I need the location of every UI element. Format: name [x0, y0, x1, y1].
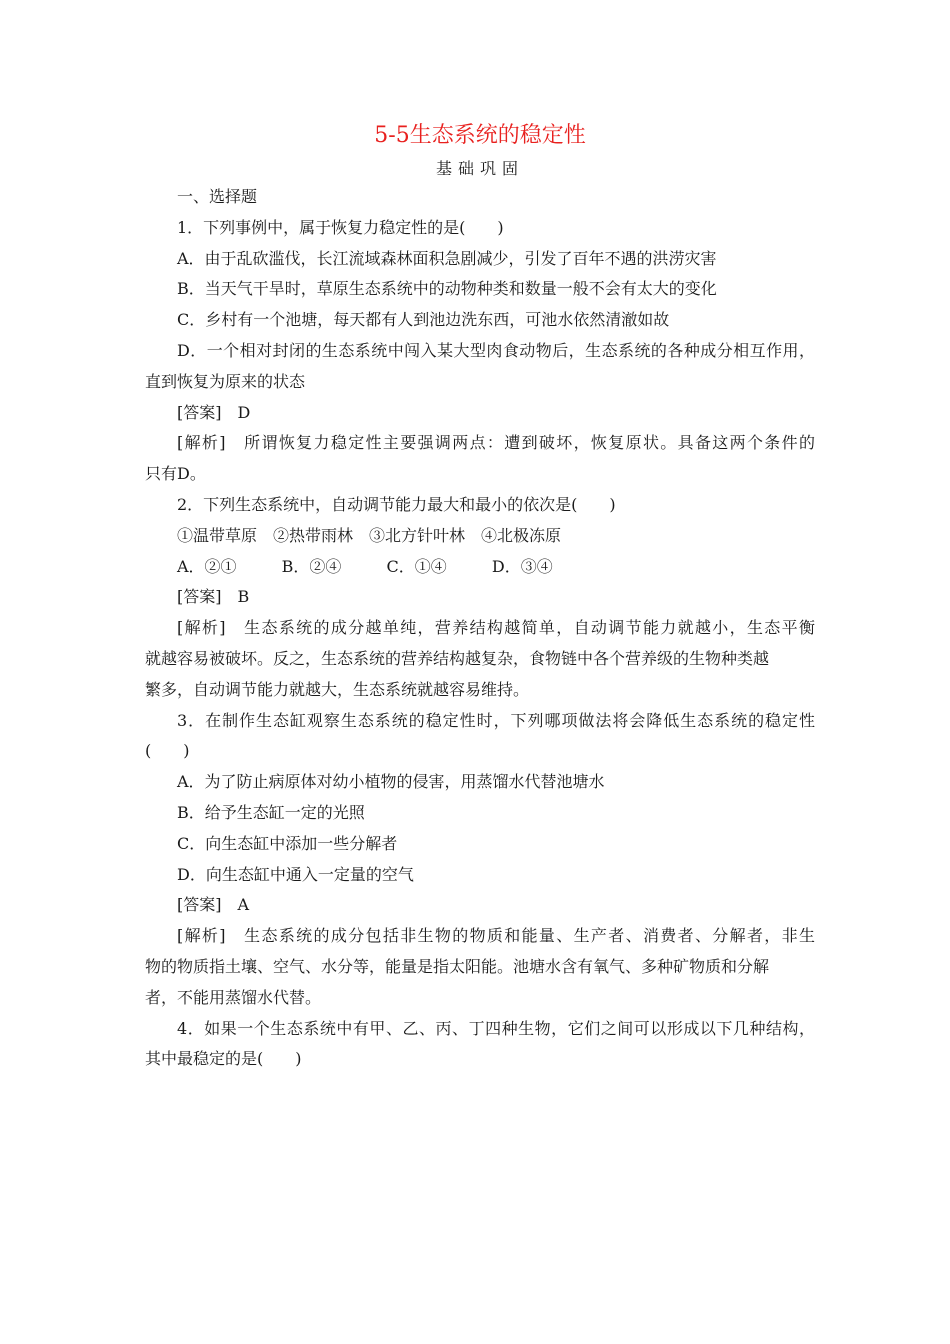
q2-options	[145, 552, 815, 583]
q4-stem-line1: 4．如果一个生态系统中有甲、乙、丙、丁四种生物，它们之间可以形成以下几种结构，	[177, 1018, 815, 1038]
q2-answer: [答案] B	[177, 587, 250, 607]
q1-answer: [答案] D	[177, 402, 251, 422]
q3-option-d: D．向生态缸中通入一定量的空气	[177, 864, 414, 884]
q2-items: ①温带草原 ②热带雨林 ③北方针叶林 ④北极冻原	[177, 525, 562, 545]
q1-explanation-line2: 只有D。	[145, 464, 206, 484]
q1-option-d-line2: 直到恢复为原来的状态	[145, 371, 306, 391]
q2-option-b: B．②④	[281, 556, 342, 576]
q3-option-c: C．向生态缸中添加一些分解者	[177, 833, 398, 853]
q1-stem: 1．下列事例中，属于恢复力稳定性的是( )	[177, 217, 504, 237]
q3-stem-line1: 3．在制作生态缸观察生态系统的稳定性时，下列哪项做法将会降低生态系统的稳定性	[177, 710, 815, 730]
section-heading: 一、选择题	[177, 187, 258, 206]
q1-option-a: A．由于乱砍滥伐，长江流域森林面积急剧减少，引发了百年不遇的洪涝灾害	[177, 248, 717, 268]
q3-explanation-line2: 物的物质指土壤、空气、水分等，能量是指太阳能。池塘水含有氧气、多种矿物质和分解	[145, 956, 770, 976]
q3-explanation-line3: 者，不能用蒸馏水代替。	[145, 987, 322, 1007]
q3-stem-line2: ( )	[145, 741, 190, 761]
q2-explanation-line3: 繁多，自动调节能力就越大，生态系统就越容易维持。	[145, 679, 530, 699]
q3-explanation-line1: [解析] 生态系统的成分包括非生物的物质和能量、生产者、消费者、分解者，非生	[177, 926, 815, 946]
q3-option-b: B．给予生态缸一定的光照	[177, 802, 365, 822]
q1-option-b: B．当天气干旱时，草原生态系统中的动物种类和数量一般不会有太大的变化	[177, 279, 717, 299]
q4-stem-line2: 其中最稳定的是( )	[145, 1049, 302, 1069]
q1-option-c: C．乡村有一个池塘，每天都有人到池边洗东西，可池水依然清澈如故	[177, 310, 670, 330]
q2-stem: 2．下列生态系统中，自动调节能力最大和最小的依次是( )	[177, 494, 616, 514]
q2-explanation-line1: [解析] 生态系统的成分越单纯，营养结构越简单，自动调节能力就越小，生态平衡	[177, 618, 815, 638]
q3-option-a: A．为了防止病原体对幼小植物的侵害，用蒸馏水代替池塘水	[177, 772, 605, 792]
q2-option-a: A．②①	[177, 556, 237, 576]
document-subtitle: 基础巩固	[435, 159, 524, 178]
document-title: 5-5生态系统的稳定性	[374, 123, 586, 148]
q1-explanation-line1: [解析] 所谓恢复力稳定性主要强调两点：遭到破坏，恢复原状。具备这两个条件的	[177, 433, 815, 453]
q1-option-d-line1: D．一个相对封闭的生态系统中闯入某大型肉食动物后，生态系统的各种成分相互作用，	[177, 340, 815, 360]
q2-option-d: D．③④	[491, 556, 553, 576]
q2-explanation-line2: 就越容易被破坏。反之，生态系统的营养结构越复杂，食物链中各个营养级的生物种类越	[145, 648, 770, 668]
q3-answer: [答案] A	[177, 895, 250, 915]
document-page	[145, 118, 815, 1075]
q2-option-c: C．①④	[386, 556, 447, 576]
